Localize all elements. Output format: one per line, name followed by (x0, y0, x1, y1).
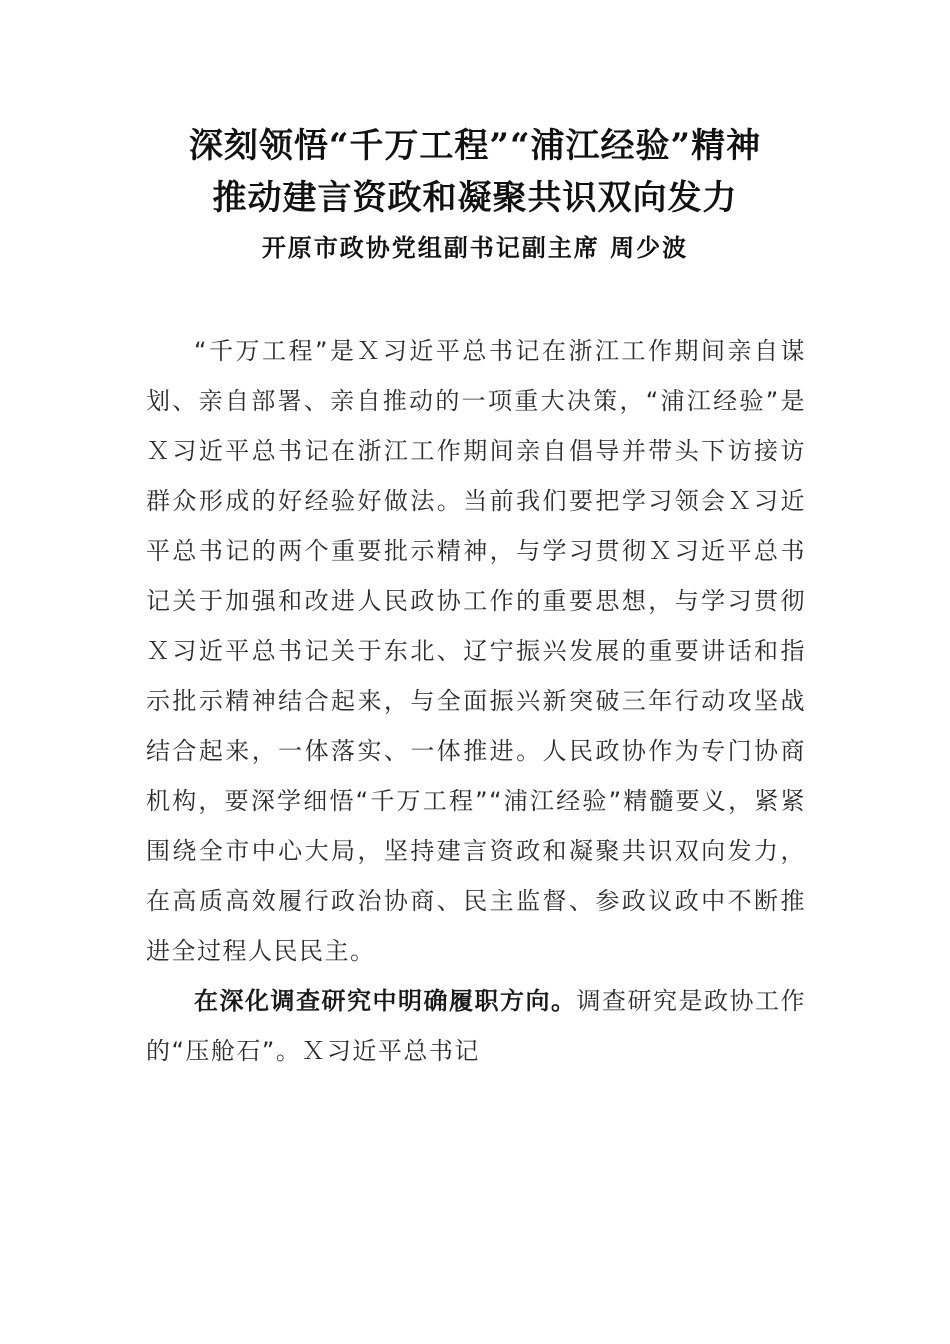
document-author: 开原市政协党组副书记副主席 周少波 (261, 233, 689, 262)
document-body (146, 326, 806, 1076)
paragraph-2-text: 调查研究是政协工作的“压舱石”。Ｘ习近平总书记 (146, 987, 806, 1065)
title-block (0, 120, 950, 268)
paragraph-1: “千万工程”是Ｘ习近平总书记在浙江工作期间亲自谋划、亲自部署、亲自推动的一项重大决策，“浦江经验”是Ｘ习近平总书记在浙江工作期间亲自倡导并带头下访接访群众形成的好经验好做法。当前我们要把学习领会Ｘ习近平总书记的两个重要批示精神，与学习贯彻Ｘ习近平总书记关于加强和改进人民政协工作的重要思想，与学习贯彻Ｘ习近平总书记关于东北、辽宁振兴发展的重要讲话和指示批示精神结合起来，与全面振兴新突破三年行动攻坚战结合起来，一体落实、一体推进。人民政协作为专门协商机构，要深学细悟“千万工程”“浦江经验”精髓要义，紧紧围绕全市中心大局，坚持建言资政和凝聚共识双向发力，在高质高效履行政治协商、民主监督、参政议政中不断推进全过程人民民主。 (146, 337, 806, 965)
paragraph-2-lead: 在深化调查研究中明确履职方向。 (194, 987, 577, 1015)
paragraph-2 (146, 976, 806, 1076)
document-title-line-2: 推动建言资政和凝聚共识双向发力 (212, 178, 738, 218)
document-title-line-1: 深刻领悟“千万工程”“浦江经验”精神 (188, 126, 762, 166)
